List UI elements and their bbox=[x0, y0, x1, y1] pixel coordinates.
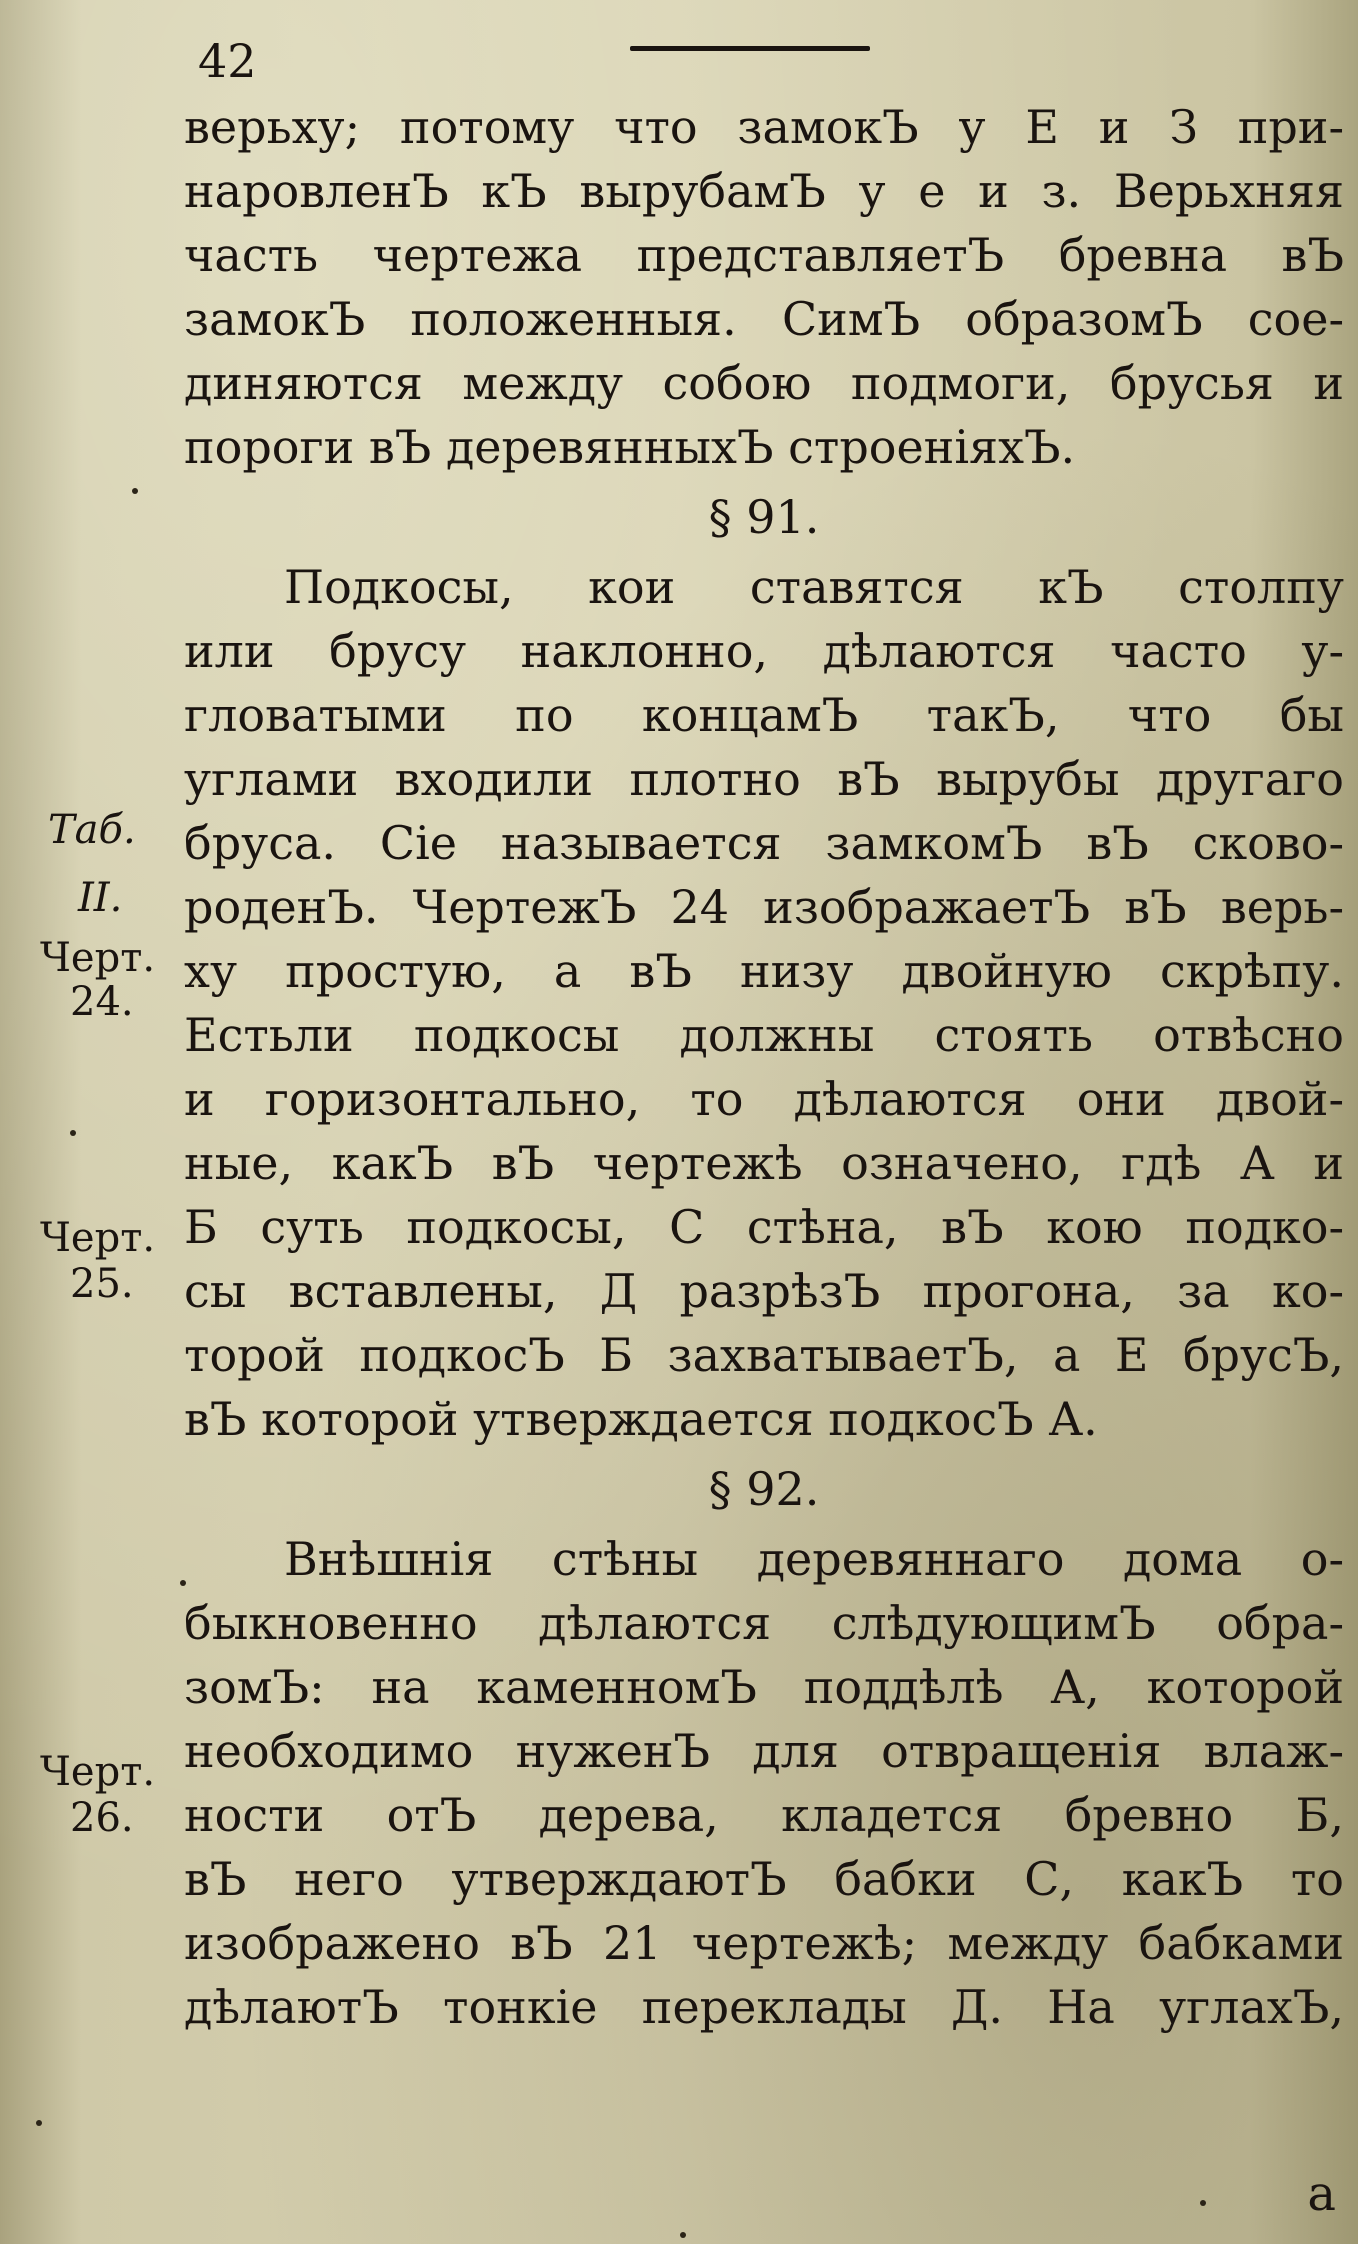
section-heading-92: § 92. bbox=[708, 1462, 820, 1516]
text-line: бруса. Сiе называется замкомЪ вЪ сково- bbox=[184, 816, 1344, 870]
margin-note-drawing-26-number: 26. bbox=[70, 1795, 134, 1841]
margin-note-drawing-24-number: 24. bbox=[70, 979, 134, 1025]
text-line: углами входили плотно вЪ вырубы другаго bbox=[184, 752, 1344, 806]
catchword: а bbox=[1307, 2166, 1336, 2222]
paper-speck bbox=[1200, 2200, 1206, 2206]
text-line: торой подкосЪ Б захватываетЪ, а Е брусЪ, bbox=[184, 1328, 1344, 1382]
text-line: Внѣшнiя стѣны деревяннаго дома о- bbox=[284, 1532, 1344, 1586]
text-line: ные, какЪ вЪ чертежѣ означено, гдѣ А и bbox=[184, 1136, 1344, 1190]
text-line: замокЪ положенныя. СимЪ образомЪ сое- bbox=[184, 292, 1344, 346]
text-line: ности отЪ дерева, кладется бревно Б, bbox=[184, 1788, 1344, 1842]
text-line: зомЪ: на каменномЪ поддѣлѣ А, которой bbox=[184, 1660, 1344, 1714]
paper-speck bbox=[180, 1580, 186, 1586]
header-rule bbox=[630, 46, 870, 51]
text-line: дѣлаютЪ тонкiе переклады Д. На углахЪ, bbox=[184, 1980, 1344, 2034]
text-line: пороги вЪ деревянныхЪ строенiяхЪ. bbox=[184, 420, 1076, 474]
text-line: быкновенно дѣлаются слѣдующимЪ обра- bbox=[184, 1596, 1344, 1650]
text-line: роденЪ. ЧертежЪ 24 изображаетЪ вЪ верь- bbox=[184, 880, 1344, 934]
text-line: наровленЪ кЪ вырубамЪ у е и з. Верьхняя bbox=[184, 164, 1344, 218]
margin-note-table-number: II. bbox=[78, 875, 123, 921]
text-line: изображено вЪ 21 чертежѣ; между бабками bbox=[184, 1916, 1344, 1970]
page-number: 42 bbox=[198, 34, 257, 88]
text-line: Б суть подкосы, С стѣна, вЪ кою подко- bbox=[184, 1200, 1344, 1254]
paper-speck bbox=[680, 2232, 686, 2238]
text-line: необходимо нуженЪ для отвращенiя влаж- bbox=[184, 1724, 1344, 1778]
paper-speck bbox=[36, 2120, 42, 2126]
section-heading-91: § 91. bbox=[708, 490, 820, 544]
text-line: гловатыми по концамЪ такЪ, что бы bbox=[184, 688, 1344, 742]
margin-note-drawing-24: Черт. bbox=[40, 935, 156, 981]
text-line: Естьли подкосы должны стоять отвѣсно bbox=[184, 1008, 1344, 1062]
margin-note-table: Таб. bbox=[48, 807, 136, 853]
text-line: часть чертежа представляетЪ бревна вЪ bbox=[184, 228, 1344, 282]
text-line: диняются между собою подмоги, брусья и bbox=[184, 356, 1344, 410]
margin-note-drawing-25: Черт. bbox=[40, 1215, 156, 1261]
margin-note-drawing-25-number: 25. bbox=[70, 1261, 134, 1307]
text-line: Подкосы, кои ставятся кЪ столпу bbox=[284, 560, 1344, 614]
margin-note-drawing-26: Черт. bbox=[40, 1749, 156, 1795]
body-text bbox=[184, 95, 1344, 2039]
text-line: ху простую, а вЪ низу двойную скрѣпу. bbox=[184, 944, 1344, 998]
text-line: и горизонтально, то дѣлаются они двой- bbox=[184, 1072, 1344, 1126]
text-line: сы вставлены, Д разрѣзЪ прогона, за ко- bbox=[184, 1264, 1344, 1318]
text-line: вЪ него утверждаютЪ бабки С, какЪ то bbox=[184, 1852, 1344, 1906]
paper-speck bbox=[70, 1130, 76, 1136]
paper-speck bbox=[132, 488, 138, 494]
text-line: или брусу наклонно, дѣлаются часто у- bbox=[184, 624, 1344, 678]
text-line: вЪ которой утверждается подкосЪ А. bbox=[184, 1392, 1098, 1446]
text-line: верьху; потому что замокЪ у Е и З при- bbox=[184, 100, 1344, 154]
